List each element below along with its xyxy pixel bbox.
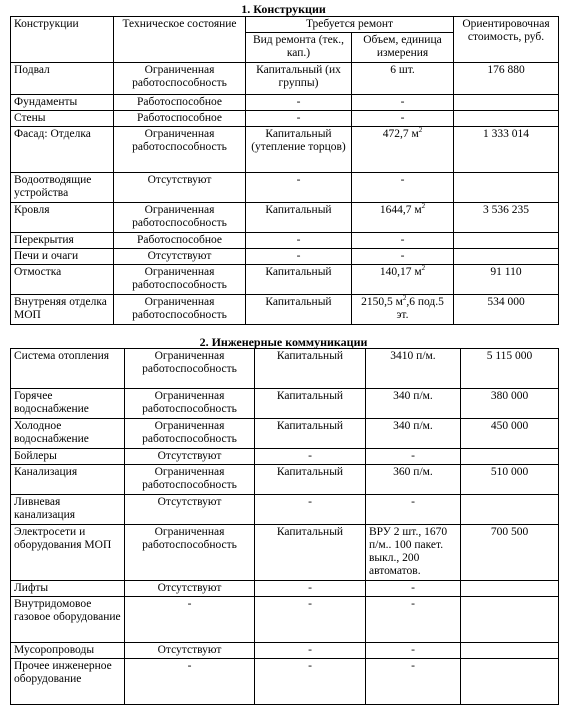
volume-exponent: 2 [421, 264, 426, 273]
estimated-cost [454, 173, 559, 203]
system-name: Холодное водоснабжение [11, 419, 125, 449]
repair-type: - [246, 111, 352, 127]
tech-state: Ограниченная работоспособность [114, 203, 246, 233]
volume-exponent: 2 [421, 202, 426, 211]
estimated-cost: 700 500 [461, 525, 559, 581]
estimated-cost [454, 95, 559, 111]
header-tech-state: Техническое состояние [114, 17, 246, 63]
tech-state: Отсутствуют [125, 581, 255, 597]
estimated-cost [454, 233, 559, 249]
tech-state: Отсутствуют [125, 495, 255, 525]
table-row [11, 581, 559, 597]
volume-value: 472,7 м [382, 128, 419, 140]
estimated-cost [461, 581, 559, 597]
volume-value: 2150,5 м [361, 296, 403, 308]
repair-type: Капитальный [255, 349, 366, 389]
tech-state: Ограниченная работоспособность [125, 349, 255, 389]
repair-type: Капитальный (их группы) [246, 63, 352, 95]
tech-state: Ограниченная работоспособность [114, 295, 246, 325]
repair-type: Капитальный [246, 265, 352, 295]
table-row [11, 233, 559, 249]
repair-type: Капитальный [246, 203, 352, 233]
section1-title: 1. Конструкции [241, 2, 326, 16]
tech-state: Ограниченная работоспособность [125, 465, 255, 495]
table-row [11, 495, 559, 525]
table-row [11, 295, 559, 325]
header-repair-required: Требуется ремонт [246, 17, 454, 33]
repair-type: - [255, 659, 366, 705]
estimated-cost: 176 880 [454, 63, 559, 95]
table-row [11, 525, 559, 581]
volume-value: 140,17 м [379, 266, 422, 278]
tech-state: Ограниченная работоспособность [125, 419, 255, 449]
construction-name: Фундаменты [11, 95, 114, 111]
volume-unit [352, 95, 454, 111]
volume-unit [352, 111, 454, 127]
volume-value: - [400, 234, 405, 246]
estimated-cost: 3 536 235 [454, 203, 559, 233]
volume-value: - [400, 250, 405, 262]
volume-unit [352, 265, 454, 295]
system-name: Канализация [11, 465, 125, 495]
construction-name: Внутреняя отделка МОП [11, 295, 114, 325]
estimated-cost: 380 000 [461, 389, 559, 419]
estimated-cost [454, 249, 559, 265]
section2-title: 2. Инженерные коммуникации [199, 335, 368, 349]
volume-unit: - [366, 659, 461, 705]
construction-name: Фасад: Отделка [11, 127, 114, 173]
system-name: Бойлеры [11, 449, 125, 465]
estimated-cost [461, 495, 559, 525]
system-name: Мусоропроводы [11, 643, 125, 659]
volume-unit: 340 п/м. [366, 389, 461, 419]
table-row [11, 127, 559, 173]
estimated-cost: 91 110 [454, 265, 559, 295]
table-row [11, 63, 559, 95]
repair-type: Капитальный (утепление торцов) [246, 127, 352, 173]
tech-state: Ограниченная работоспособность [114, 127, 246, 173]
repair-type: - [246, 249, 352, 265]
estimated-cost [461, 643, 559, 659]
estimated-cost [461, 449, 559, 465]
table-row [11, 643, 559, 659]
volume-value: 6 шт. [390, 64, 415, 76]
volume-unit [352, 295, 454, 325]
tech-state: Ограниченная работоспособность [114, 265, 246, 295]
tech-state: Отсутствуют [114, 173, 246, 203]
volume-value: - [400, 112, 405, 124]
repair-type: - [246, 233, 352, 249]
volume-value: 1644,7 м [379, 204, 422, 216]
header-constructions: Конструкции [11, 17, 114, 63]
repair-type: - [255, 597, 366, 643]
tech-state: Отсутствуют [125, 449, 255, 465]
volume-unit: - [366, 495, 461, 525]
table-row [11, 349, 559, 389]
table-row [11, 173, 559, 203]
table-row [11, 249, 559, 265]
system-name: Внутридомовое газовое оборудование [11, 597, 125, 643]
volume-unit: - [366, 449, 461, 465]
estimated-cost [461, 597, 559, 643]
estimated-cost: 1 333 014 [454, 127, 559, 173]
tech-state: - [125, 659, 255, 705]
table-row [11, 597, 559, 643]
volume-unit: - [366, 597, 461, 643]
tech-state: Ограниченная работоспособность [125, 525, 255, 581]
system-name: Ливневая канализация [11, 495, 125, 525]
table-row [11, 203, 559, 233]
estimated-cost: 534 000 [454, 295, 559, 325]
volume-unit: - [366, 581, 461, 597]
system-name: Горячее водоснабжение [11, 389, 125, 419]
repair-type: Капитальный [255, 419, 366, 449]
system-name: Электросети и оборудования МОП [11, 525, 125, 581]
system-name: Лифты [11, 581, 125, 597]
table-row [11, 449, 559, 465]
volume-exponent: 2 [418, 126, 423, 135]
tech-state: Ограниченная работоспособность [125, 389, 255, 419]
volume-unit: 340 п/м. [366, 419, 461, 449]
system-name: Прочее инженерное оборудование [11, 659, 125, 705]
construction-name: Водоотводящие устройства [11, 173, 114, 203]
volume-unit [352, 173, 454, 203]
tech-state: Работоспособное [114, 95, 246, 111]
tech-state: Отсутствуют [125, 643, 255, 659]
construction-name: Перекрытия [11, 233, 114, 249]
construction-name: Отмостка [11, 265, 114, 295]
repair-type: - [255, 495, 366, 525]
constructions-table [10, 16, 559, 325]
tech-state: - [125, 597, 255, 643]
estimated-cost: 5 115 000 [461, 349, 559, 389]
construction-name: Кровля [11, 203, 114, 233]
table-row [11, 95, 559, 111]
repair-type: - [246, 95, 352, 111]
volume-exponent: 2 [402, 294, 407, 303]
estimated-cost [454, 111, 559, 127]
construction-name: Печи и очаги [11, 249, 114, 265]
repair-type: Капитальный [255, 525, 366, 581]
repair-type: Капитальный [255, 389, 366, 419]
volume-unit [352, 233, 454, 249]
system-name: Система отопления [11, 349, 125, 389]
tech-state: Работоспособное [114, 233, 246, 249]
repair-type: - [255, 581, 366, 597]
volume-unit [352, 127, 454, 173]
header-volume-unit: Объем, единица измерения [352, 33, 454, 63]
volume-unit: ВРУ 2 шт., 1670 п/м.. 100 пакет. выкл., 200 автоматов. [366, 525, 461, 581]
table-row [11, 659, 559, 705]
estimated-cost: 510 000 [461, 465, 559, 495]
volume-unit [352, 203, 454, 233]
tech-state: Ограниченная работоспособность [114, 63, 246, 95]
estimated-cost [461, 659, 559, 705]
volume-unit: 3410 п/м. [366, 349, 461, 389]
volume-tail: ,6 под.5 эт. [396, 296, 444, 321]
repair-type: Капитальный [246, 295, 352, 325]
tech-state: Отсутствуют [114, 249, 246, 265]
tech-state: Работоспособное [114, 111, 246, 127]
repair-type: Капитальный [255, 465, 366, 495]
engineering-table [10, 348, 559, 705]
construction-name: Подвал [11, 63, 114, 95]
table-row [11, 465, 559, 495]
table-row [11, 389, 559, 419]
repair-type: - [246, 173, 352, 203]
construction-name: Стены [11, 111, 114, 127]
repair-type: - [255, 449, 366, 465]
volume-unit [352, 63, 454, 95]
volume-unit [352, 249, 454, 265]
volume-value: - [400, 174, 405, 186]
volume-unit: - [366, 643, 461, 659]
table-row [11, 265, 559, 295]
header-estimated-cost: Ориентировочная стоимость, руб. [454, 17, 559, 63]
volume-value: - [400, 96, 405, 108]
repair-type: - [255, 643, 366, 659]
volume-unit: 360 п/м. [366, 465, 461, 495]
table-row [11, 111, 559, 127]
table-row [11, 419, 559, 449]
estimated-cost: 450 000 [461, 419, 559, 449]
header-repair-type: Вид ремонта (тек., кап.) [246, 33, 352, 63]
